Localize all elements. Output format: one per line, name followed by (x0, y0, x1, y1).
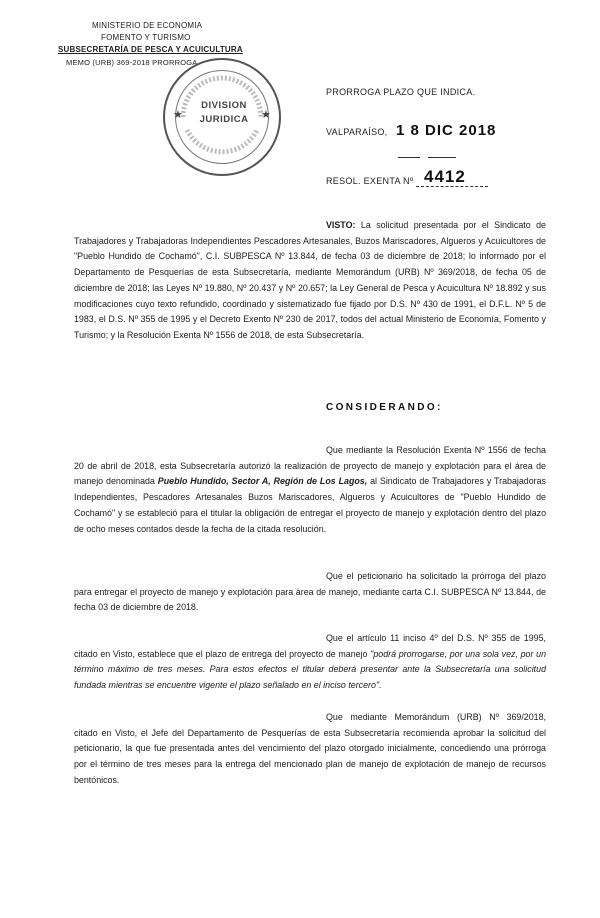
division-juridica-stamp (163, 58, 281, 176)
date-stamp: 1 8 DIC 2018 (396, 122, 497, 139)
considerando-4-text: Que mediante Memorándum (URB) Nº 369/2018, citado en Visto, el Jefe del Departamento de Pesquerías de esta Subsecretaría recomienda aprobar la solicitud del peticionario, la que fue presentada antes del vencimiento del plazo otorgado inicialmente, concediendo una prórroga por el término de tres meses para la entrega del mencionado plan de manejo de explotación de manejo de recursos bentónicos. (74, 712, 546, 785)
considerando-heading: CONSIDERANDO: (326, 402, 443, 413)
considerando-1-text-a: Que mediante la Resolución Exenta Nº 1556 de fecha 20 de abril de 2018, esta Subsecretaría autorizó la realización de proyecto de manejo y explotación para el área de manejo denominada (74, 445, 546, 487)
considerando-2-text: Que el peticionario ha solicitado la prórroga del plazo para entregar el proyecto de manejo y explotación para área de manejo, mediante carta C.I. SUBPESCA Nº 13.844, de fecha 03 de diciembre de 2018. (74, 571, 546, 613)
area-name: Pueblo Hundido, Sector A, Región de Los Lagos, (157, 476, 368, 487)
legal-quote: "podrá prorrogarse, por una sola vez, por un término máximo de tres meses. Para estos efectos el titular deberá presentar ante la Subsecretaría una solicitud fundada mientras se encuentre vigente el plazo señalado en el inciso tercero". (74, 648, 547, 691)
stamp-star-icon: ★ (261, 109, 271, 121)
resolution-underline (416, 186, 488, 187)
visto-text: La solicitud presentada por el Sindicato de Trabajadores y Trabajadoras Independientes Pescadores Artesanales, Buzos Mariscadores, Algueros y Acuicultores de "Pueblo Hundido de Cochamó", C.I. SUBPESCA Nº 13.844, de fecha 03 de diciembre de 2018; lo informado por el Departamento de Pesquerías de esta Subsecretaría, mediante Memorándum (URB) Nº 369/2018, de fecha 05 de diciembre de 2018; las Leyes Nº 19.880, Nº 20.437 y Nº 20.657; la Ley General de Pesca y Acuicultura Nº 18.892 y sus modificaciones cuyo texto refundido, coordinado y sistematizado fue fijado por D.S. Nº 430 de 1991, el D.F.L. Nº 5 de 1983, el D.S. Nº 355 de 1995 y el Decreto Exento Nº 230 de 2017, todos del actual Ministerio de Economía, Fomento y Turismo; y la Resolución Exenta Nº 1556 de 2018, de esta Subsecretaría. (74, 220, 546, 340)
date-underline (428, 157, 456, 158)
subsecretaria-line: SUBSECRETARÍA DE PESCA Y ACUICULTURA (58, 45, 243, 54)
considerando-3-text-a: Que el artículo 11 inciso 4º del D.S. Nº 355 de 1995, citado en Visto, establece que el plazo de entrega del proyecto de manejo (74, 633, 546, 659)
date-underline (398, 157, 420, 158)
considerando-paragraph-1 (74, 443, 546, 537)
visto-lead: VISTO: (326, 220, 356, 230)
city-label: VALPARAÍSO, (326, 127, 388, 137)
considerando-paragraph-2 (74, 569, 546, 616)
ministry-subline: FOMENTO Y TURISMO (101, 33, 191, 42)
ministry-line: MINISTERIO DE ECONOMIA (92, 21, 203, 30)
resolution-label: RESOL. EXENTA Nº (326, 176, 414, 186)
considerando-paragraph-3 (74, 631, 546, 694)
resolution-number: 4412 (424, 167, 466, 186)
document-subject: PRORROGA PLAZO QUE INDICA. (326, 87, 476, 97)
stamp-text-juridica: JURIDICA (199, 114, 249, 125)
considerando-paragraph-4 (74, 710, 546, 789)
memo-reference: MEMO (URB) 369-2018 PRORROGA (66, 58, 198, 67)
stamp-text-division: DIVISION (201, 100, 247, 111)
stamp-star-icon: ★ (173, 109, 183, 121)
considerando-1-text-c: al Sindicato de Trabajadores y Trabajadoras Independientes, Pescadores Artesanales Buzos Mariscadores, Algueros y Acuicultores de "Pueblo Hundido de Cochamó" y se estableció para el titular la obligación de entregar el proyecto de manejo y explotación dentro del plazo de ocho meses contados desde la fecha de la citada resolución. (74, 476, 546, 534)
visto-paragraph (74, 218, 546, 344)
